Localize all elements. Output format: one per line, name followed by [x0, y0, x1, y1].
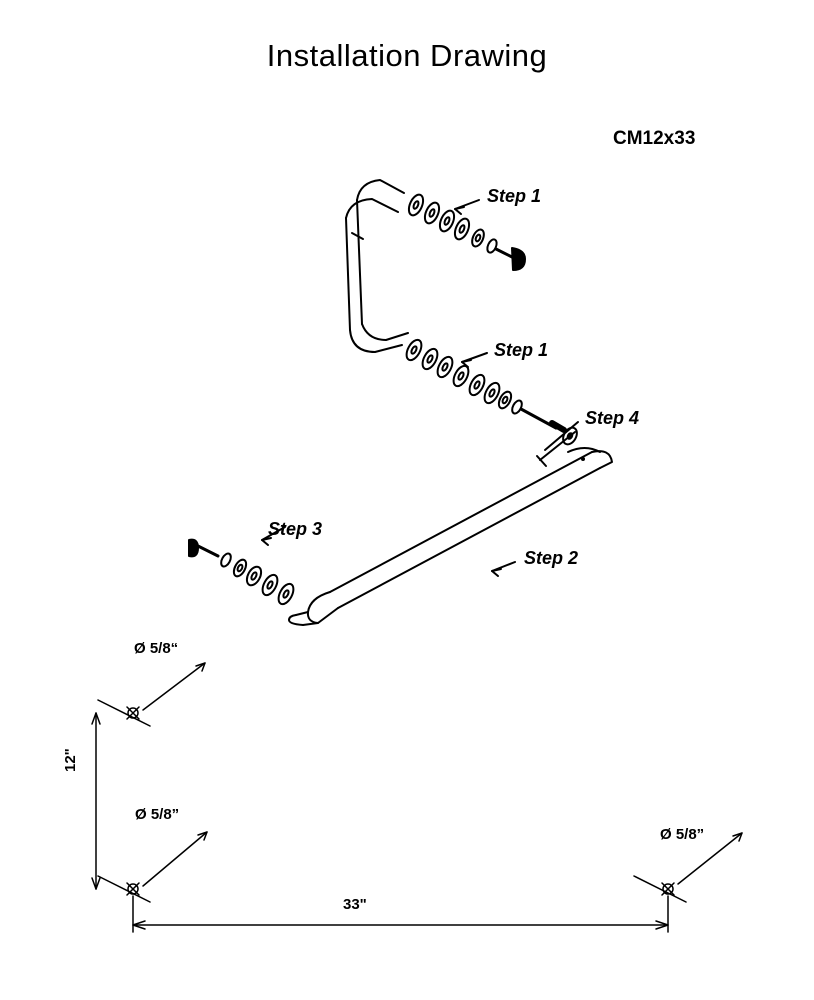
dimension-lines [92, 663, 742, 932]
diameter-label-top: Ø 5/8“ [134, 640, 179, 657]
vertical-dimension-label: 12" [62, 748, 79, 772]
mount-point-top-left [127, 663, 205, 719]
horizontal-dimension-label: 33" [343, 896, 367, 913]
page-title: Installation Drawing [266, 38, 548, 73]
step-label-4: Step 4 [585, 408, 640, 428]
step-label-1-upper: Step 1 [487, 186, 542, 206]
step-label-3: Step 3 [268, 519, 323, 539]
diameter-label-left: Ø 5/8” [135, 806, 180, 823]
step-label-2: Step 2 [524, 548, 579, 568]
model-number-label: CM12x33 [613, 128, 696, 149]
mount-point-bottom-left [127, 832, 207, 895]
hardware-stack-step3 [189, 540, 296, 607]
diameter-label-right: Ø 5/8” [660, 826, 705, 843]
step-label-1-lower: Step 1 [494, 340, 549, 360]
